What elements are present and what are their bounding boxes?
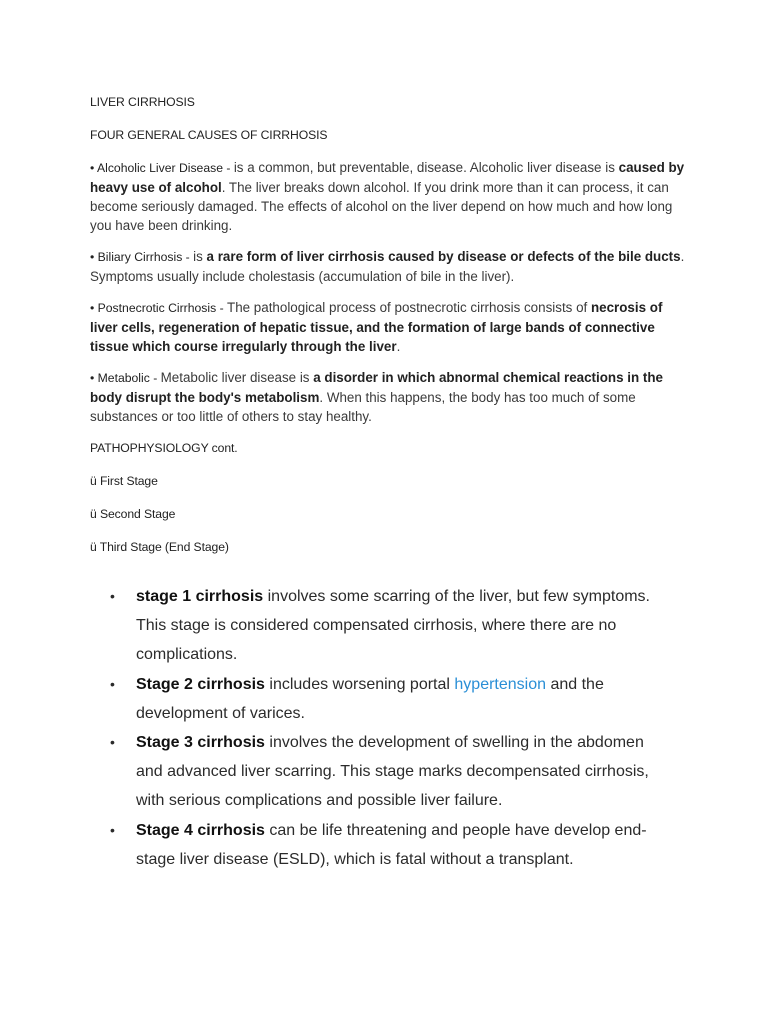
cause-emphasis: caused by heavy use of alcohol [90, 160, 685, 195]
cause-text: . Symptoms usually include cholestasis (accumulation of bile in the liver). [90, 249, 685, 284]
causes-heading: FOUR GENERAL CAUSES OF CIRRHOSIS [90, 128, 328, 142]
cause-text: . When this happens, the body has too much of some substances or too little of others to stay healthy. [90, 390, 636, 424]
bullet-icon: • [110, 675, 115, 692]
cause-text: is [193, 249, 207, 264]
stage-name: Stage 4 cirrhosis [136, 821, 265, 839]
cause-emphasis: a disorder in which abnormal chemical reactions in the body disrupt the body's metabolism [90, 370, 663, 405]
stage-text: involves the development of swelling in the abdomen and advanced liver scarring. This stage marks decompensated cirrhosis, with serious complications and possible liver failure. [136, 734, 649, 810]
cause-paragraph-alcoholic [90, 158, 690, 235]
stage-list-item [110, 728, 670, 816]
stage-name: Stage 2 cirrhosis [136, 675, 265, 693]
cause-lead: • Alcoholic Liver Disease - [90, 161, 234, 175]
cause-paragraph-biliary [90, 247, 690, 286]
cause-text: . [396, 339, 401, 354]
cause-text: Metabolic liver disease is [160, 370, 314, 385]
cause-lead: • Postnecrotic Cirrhosis - [90, 301, 228, 315]
stages-list [110, 582, 670, 874]
stage-check-item: ü Third Stage (End Stage) [90, 540, 229, 554]
stage-text: involves some scarring of the liver, but few symptoms. This stage is considered compensated cirrhosis, where there are no complications. [136, 588, 650, 664]
document-page [90, 92, 690, 570]
stage-name: Stage 3 cirrhosis [136, 734, 265, 752]
cause-text: . The liver breaks down alcohol. If you drink more than it can process, it can become seriously damaged. The effects of alcohol on the liver depend on how much and how long you have been drinking. [90, 180, 673, 233]
pathophysiology-heading: PATHOPHYSIOLOGY cont. [90, 441, 238, 455]
stage-list-item [110, 582, 670, 670]
bullet-icon: • [110, 734, 115, 751]
stage-check-item: ü First Stage [90, 474, 158, 488]
bullet-icon: • [110, 821, 115, 838]
stage-name: stage 1 cirrhosis [136, 588, 264, 605]
cause-text: is a common, but preventable, disease. Alcoholic liver disease is [233, 160, 619, 175]
cause-text: The pathological process of postnecrotic cirrhosis consists of [227, 300, 591, 315]
cause-lead: • Biliary Cirrhosis - [90, 250, 194, 264]
cause-emphasis: a rare form of liver cirrhosis caused by disease or defects of the bile ducts [206, 249, 681, 264]
cause-paragraph-metabolic [90, 368, 690, 426]
stage-list-item [110, 670, 670, 728]
stage-text: can be life threatening and people have develop end-stage liver disease (ESLD), which is fatal without a transplant. [136, 821, 647, 868]
cause-emphasis: necrosis of liver cells, regeneration of hepatic tissue, and the formation of large bands of connective tissue which course irregularly through the liver [90, 300, 663, 354]
hypertension-link[interactable]: hypertension [454, 675, 547, 693]
stage-text: and the development of varices. [136, 675, 604, 722]
cause-lead: • Metabolic - [90, 371, 161, 385]
cause-paragraph-postnecrotic [90, 298, 690, 356]
bullet-icon: • [110, 588, 115, 604]
stage-list-item [110, 816, 670, 874]
stage-check-item: ü Second Stage [90, 507, 176, 521]
stage-text: includes worsening portal [264, 675, 455, 693]
document-title: LIVER CIRRHOSIS [90, 95, 195, 109]
